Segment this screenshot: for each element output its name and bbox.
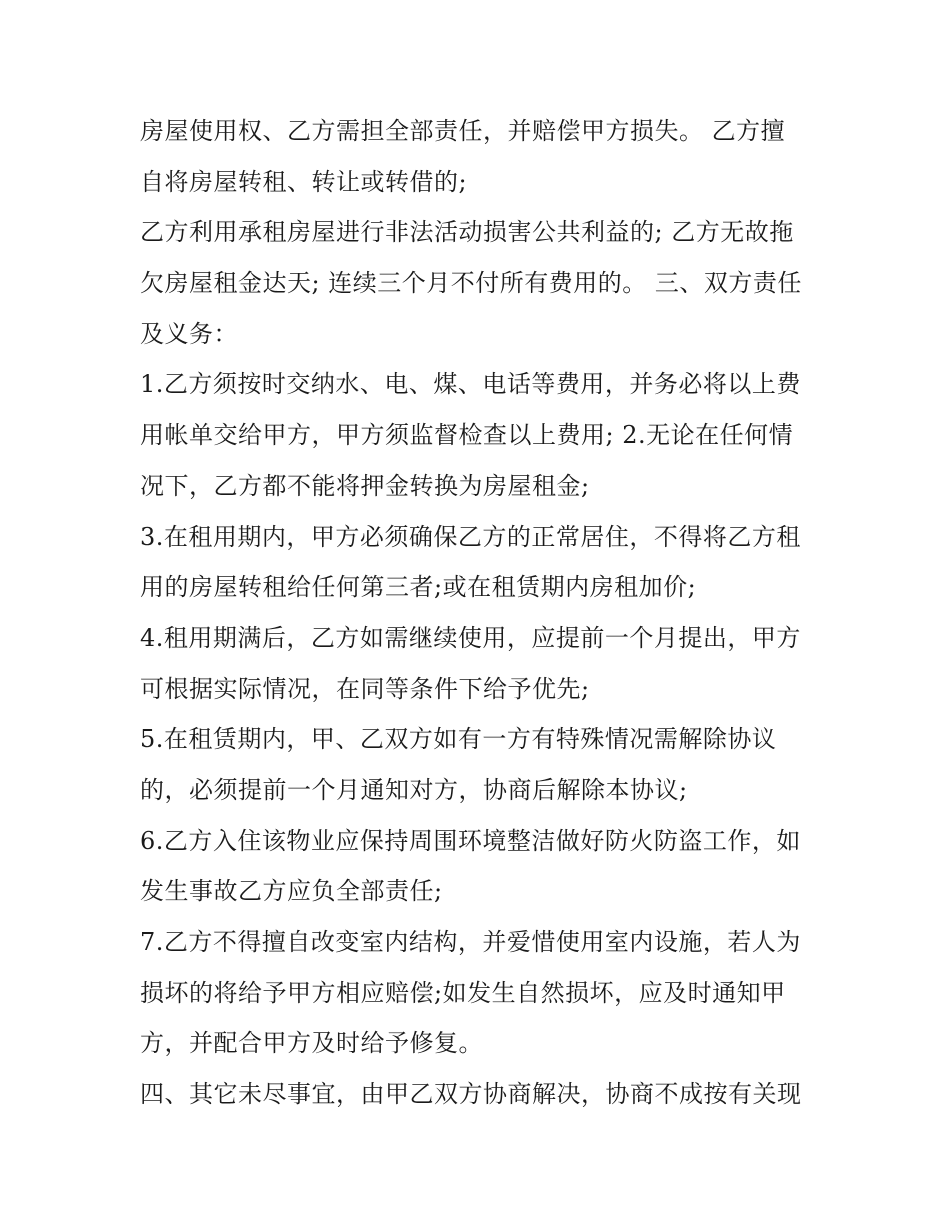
text-line: 房屋使用权、乙方需担全部责任，并赔偿甲方损失。 乙方擅 xyxy=(140,117,786,145)
text-line: 发生事故乙方应负全部责任; xyxy=(140,877,443,906)
text-line: 6.乙方入住该物业应保持周围环境整洁做好防火防盗工作，如 xyxy=(140,826,801,855)
document-body xyxy=(140,106,830,1120)
text-line: 1.乙方须按时交纳水、电、煤、电话等费用，并务必将以上费 xyxy=(140,370,801,399)
text-line: 况下，乙方都不能将押金转换为房屋租金; xyxy=(140,471,590,500)
text-line: 可根据实际情况，在同等条件下给予优先; xyxy=(140,674,590,703)
text-line: 3.在租用期内，甲方必须确保乙方的正常居住，不得将乙方租 xyxy=(140,522,801,551)
text-line: 乙方利用承租房屋进行非法活动损害公共利益的; 乙方无故拖 xyxy=(140,218,794,247)
text-line: 用帐单交给甲方，甲方须监督检查以上费用; 2.无论在任何情 xyxy=(140,421,794,450)
text-line: 自将房屋转租、转让或转借的; xyxy=(140,167,468,196)
text-line: 方，并配合甲方及时给予修复。 xyxy=(140,1029,483,1058)
text-line: 5.在租赁期内，甲、乙双方如有一方有特殊情况需解除协议 xyxy=(140,725,777,754)
text-line: 的，必须提前一个月通知对方，协商后解除本协议; xyxy=(140,775,688,804)
text-line: 损坏的将给予甲方相应赔偿;如发生自然损坏，应及时通知甲 xyxy=(140,978,786,1007)
text-line: 用的房屋转租给任何第三者;或在租赁期内房租加价; xyxy=(140,573,697,602)
text-line: 欠房屋租金达天; 连续三个月不付所有费用的。 三、双方责任 xyxy=(140,269,802,298)
text-line: 及义务： xyxy=(140,319,238,348)
text-line: 4.租用期满后，乙方如需继续使用，应提前一个月提出，甲方 xyxy=(140,623,801,652)
text-line: 四、其它未尽事宜，由甲乙双方协商解决，协商不成按有关现 xyxy=(140,1080,802,1109)
text-line: 7.乙方不得擅自改变室内结构，并爱惜使用室内设施，若人为 xyxy=(140,928,801,956)
